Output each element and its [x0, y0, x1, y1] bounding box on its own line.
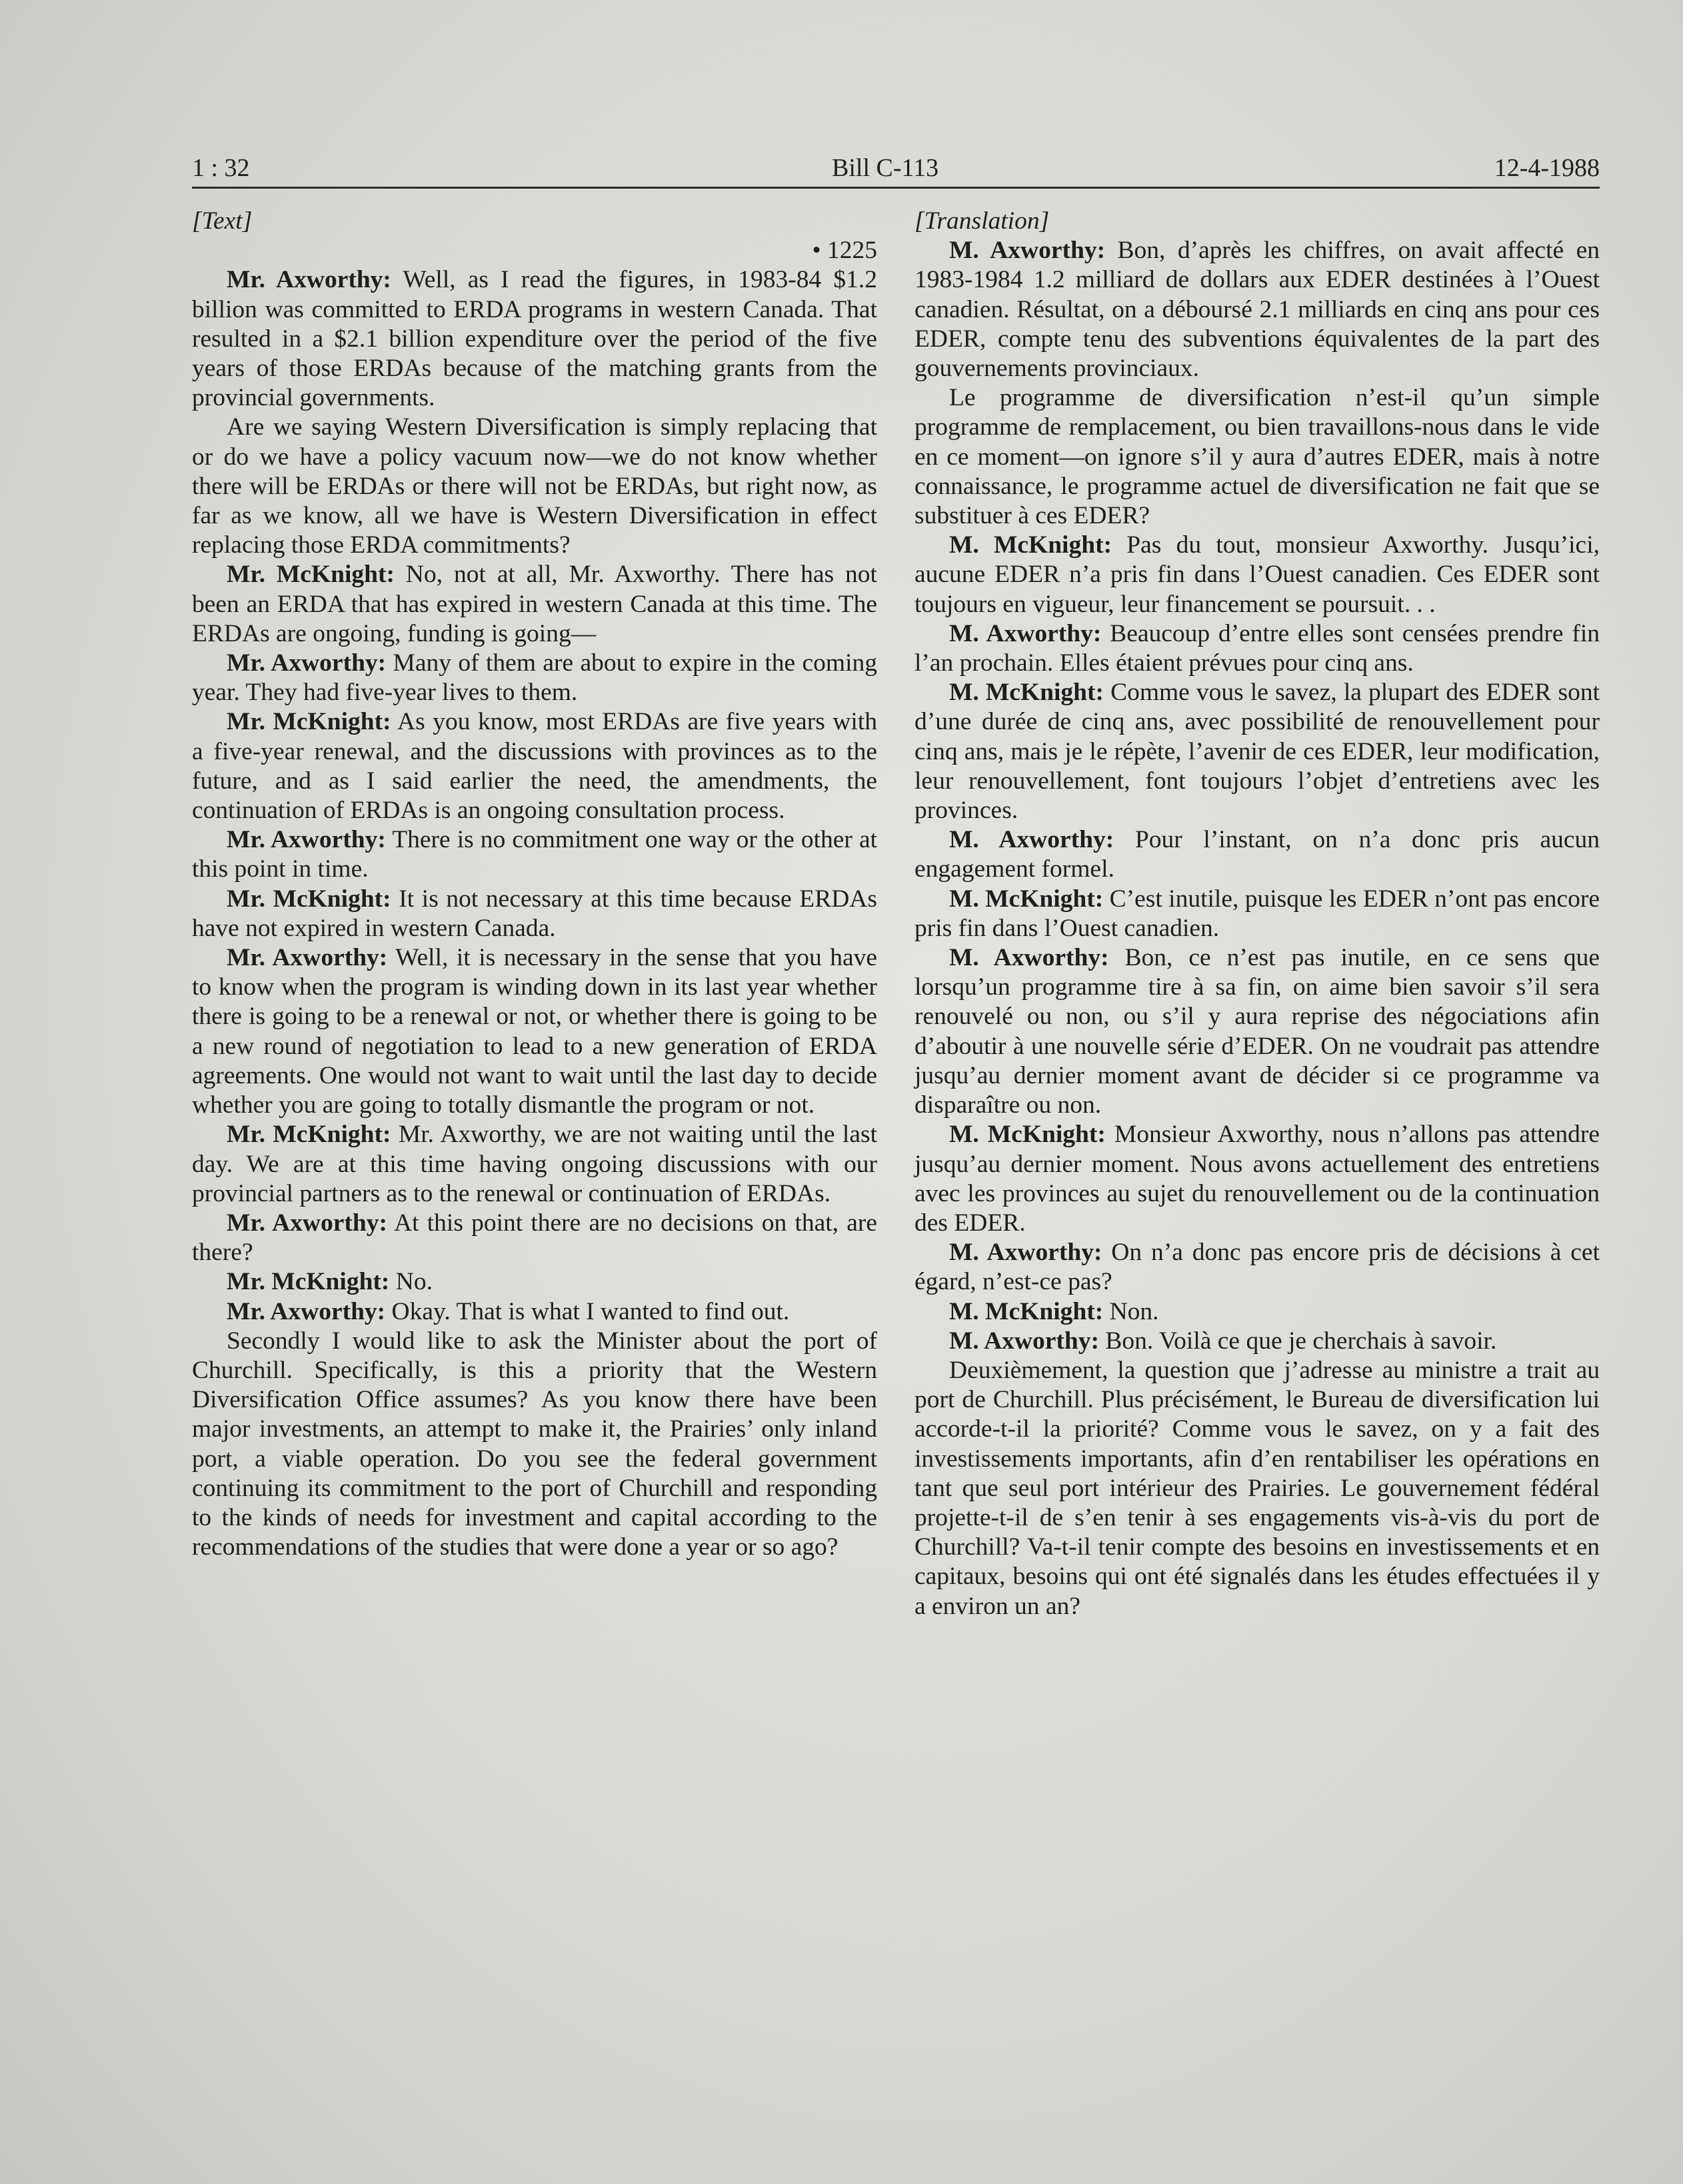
paragraph: Mr. Axworthy: Okay. That is what I wanted to find out.: [227, 1297, 790, 1325]
paragraph: M. McKnight: C’est inutile, puisque les EDER n’ont pas encore pris fin dans l’Ouest canadien.: [914, 885, 1600, 942]
paragraph: M. McKnight: Pas du tout, monsieur Axworthy. Jusqu’ici, aucune EDER n’a pris fin dans l’Ouest canadien. Ces EDER sont toujours en vigueur, leur financement se poursuit. . .: [914, 531, 1600, 618]
paragraph: M. Axworthy: Bon, d’après les chiffres, on avait affecté en 1983-1984 1.2 milliard de dollars aux EDER destinées à l’Ouest canadien. Résultat, on a déboursé 2.1 milliards en cinq ans pour ces EDER, compte tenu des subventions équivalentes de la part des gouvernements provinciaux.: [914, 237, 1600, 383]
paragraph: Mr. Axworthy: At this point there are no decisions on that, are there?: [192, 1209, 877, 1267]
paragraph: M. McKnight: Comme vous le savez, la plupart des EDER sont d’une durée de cinq ans, avec possibilité de renouvellement pour cinq ans, mais je le répète, l’avenir de ces EDER, leur modification, leur renouvellement, font toujours l’objet d’entretiens avec les provinces.: [914, 679, 1600, 825]
paragraph: Mr. McKnight: Mr. Axworthy, we are not waiting until the last day. We are at this time having ongoing discussions with our provincial partners as to the renewal or continuation of ERDAs.: [192, 1121, 877, 1207]
paragraph: M. Axworthy: Bon, ce n’est pas inutile, en ce sens que lorsqu’un programme tire à sa fin, on aime bien savoir s’il sera renouvelé ou non, ou s’il y aura reprise des négociations afin d’aboutir à une nouvelle série d’EDER. On ne voudrait pas attendre jusqu’au dernier moment avant de décider si ce programme va disparaître ou non.: [914, 944, 1600, 1119]
paragraph: Mr. McKnight: It is not necessary at this time because ERDAs have not expired in western Canada.: [192, 885, 877, 942]
speaker-name: M. Axworthy:: [949, 1327, 1099, 1355]
speaker-name: Mr. McKnight:: [227, 561, 395, 589]
speaker-name: Mr. McKnight:: [227, 885, 391, 913]
running-header: [192, 152, 1600, 189]
page-date: 12-4-1988: [1494, 154, 1600, 182]
speaker-name: M. McKnight:: [949, 531, 1112, 559]
speaker-name: Mr. Axworthy:: [227, 266, 391, 294]
english-column: [192, 207, 877, 1562]
paragraph: Mr. Axworthy: Many of them are about to expire in the coming year. They had five-year lives to them.: [192, 649, 878, 707]
speaker-name: M. McKnight:: [949, 885, 1104, 913]
paragraph: M. McKnight: Non.: [949, 1297, 1159, 1325]
french-column: [914, 207, 1600, 1621]
paragraph: Mr. Axworthy: Well, it is necessary in the sense that you have to know when the program is winding down in its last year whether there is going to be a renewal or not, or whether there is going to be a new round of negotiation to lead to a new generation of ERDA agreements. One would not want to wait until the last day to decide whether you are going to totally dismantle the program or not.: [192, 944, 877, 1119]
speaker-name: Mr. McKnight:: [227, 1121, 391, 1149]
bill-title: Bill C-113: [832, 154, 939, 182]
speaker-name: M. Axworthy:: [949, 944, 1109, 972]
speaker-name: M. Axworthy:: [949, 826, 1114, 854]
speaker-name: Mr. Axworthy:: [227, 944, 388, 972]
speaker-name: M. McKnight:: [949, 1121, 1106, 1149]
paragraph: Deuxièmement, la question que j’adresse au ministre a trait au port de Churchill. Plus précisément, le Bureau de diversification lui accorde-t-il la priorité? Comme vous le savez, on y a fait des investissements importants, afin d’en rentabiliser les opérations en tant que seul port intérieur des Prairies. Le gouvernement fédéral projette-t-il de s’en tenir à ses engagements vis-à-vis du port de Churchill? Va-t-il tenir compte des besoins en investissements et en capitaux, besoins qui ont été signalés dans les études effectuées il y a environ un an?: [914, 1356, 1600, 1620]
page-number: 1 : 32: [192, 154, 250, 182]
speaker-name: M. McKnight:: [949, 1297, 1104, 1325]
paragraph: Mr. McKnight: No.: [227, 1268, 433, 1296]
speaker-name: Mr. Axworthy:: [227, 826, 386, 854]
paragraph: Are we saying Western Diversification is simply replacing that or do we have a policy vacuum now—we do not know whether there will be ERDAs or there will not be ERDAs, but right now, as far as we know, all we have is Western Diversification in effect replacing those ERDA commitments?: [192, 413, 877, 559]
speaker-name: M. Axworthy:: [949, 619, 1102, 647]
speaker-name: Mr. McKnight:: [227, 708, 391, 736]
paragraph: M. McKnight: Monsieur Axworthy, nous n’allons pas attendre jusqu’au dernier moment. Nous avons actuellement des entretiens avec les provinces au sujet du renouvellement ou de la continuation des EDER.: [914, 1121, 1600, 1237]
speaker-name: M. McKnight:: [949, 679, 1104, 707]
paragraph: Le programme de diversification n’est-il qu’un simple programme de remplacement, ou bien travaillons-nous dans le vide en ce moment—on ignore s’il y aura d’autres EDER, mais à notre connaissance, le programme actuel de diversification ne fait que se substituer à ces EDER?: [914, 384, 1600, 530]
paragraph: M. Axworthy: Pour l’instant, on n’a donc pris aucun engagement formel.: [914, 826, 1600, 883]
column-label: [Text]: [192, 207, 253, 235]
speaker-name: Mr. Axworthy:: [227, 1209, 387, 1237]
paragraph: M. Axworthy: On n’a donc pas encore pris de décisions à cet égard, n’est-ce pas?: [914, 1239, 1600, 1296]
speaker-name: Mr. Axworthy:: [227, 1297, 386, 1325]
paragraph: M. Axworthy: Bon. Voilà ce que je cherchais à savoir.: [949, 1327, 1497, 1355]
speaker-name: M. Axworthy:: [949, 1239, 1102, 1267]
paragraph: Mr. McKnight: As you know, most ERDAs are five years with a five-year renewal, and the discussions with provinces as to the future, and as I said earlier the need, the amendments, the continuation of ERDAs is an ongoing consultation process.: [192, 708, 877, 825]
column-label: [Translation]: [914, 207, 1050, 235]
time-stamp: • 1225: [812, 237, 877, 265]
paragraph: Mr. Axworthy: There is no commitment one way or the other at this point in time.: [192, 826, 878, 883]
paragraph: Secondly I would like to ask the Minister about the port of Churchill. Specifically, is this a priority that the Western Diversification Office assumes? As you know there have been major investments, an attempt to make it, the Prairies’ only inland port, a viable operation. Do you see the federal government continuing its commitment to the port of Churchill and responding to the kinds of needs for investment and capital according to the recommendations of the studies that were done a year or so ago?: [192, 1327, 877, 1561]
paragraph: Mr. Axworthy: Well, as I read the figures, in 1983-84 $1.2 billion was committed to ERDA programs in western Canada. That resulted in a $2.1 billion expenditure over the period of the five years of those ERDAs because of the matching grants from the provincial governments.: [192, 266, 877, 412]
paragraph: M. Axworthy: Beaucoup d’entre elles sont censées prendre fin l’an prochain. Elles étaient prévues pour cinq ans.: [914, 619, 1600, 677]
speaker-name: Mr. Axworthy:: [227, 649, 387, 677]
speaker-name: M. Axworthy:: [949, 237, 1106, 265]
speaker-name: Mr. McKnight:: [227, 1268, 390, 1296]
paragraph: Mr. McKnight: No, not at all, Mr. Axworthy. There has not been an ERDA that has expired in western Canada at this time. The ERDAs are ongoing, funding is going—: [192, 561, 877, 647]
